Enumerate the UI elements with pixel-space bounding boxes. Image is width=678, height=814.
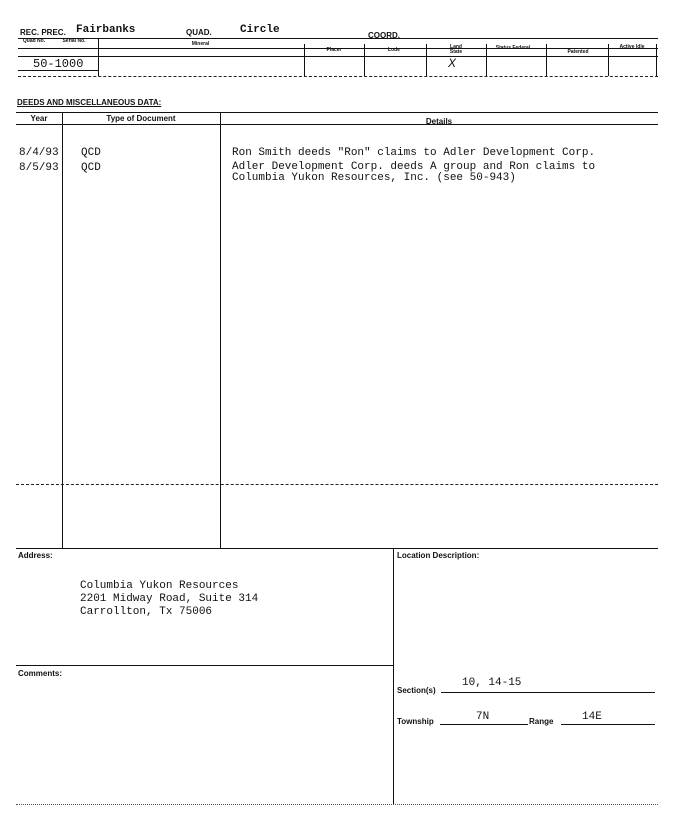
lode-label: Lode [388, 47, 400, 53]
footer-dotted-rule [16, 804, 658, 805]
quad-no-label: Quad No. [22, 38, 46, 44]
deeds-section-label: DEEDS AND MISCELLANEOUS DATA: [17, 98, 162, 107]
address-location-divider [393, 548, 394, 804]
township-value: 7N [476, 711, 490, 723]
placer-label: Placer [326, 47, 342, 53]
coord-label: COORD. [368, 31, 400, 40]
deeds-col-divider [220, 112, 221, 548]
deeds-table-top-rule [16, 112, 658, 113]
row-year: 8/4/93 [19, 147, 59, 159]
sections-value: 10, 14-15 [462, 677, 522, 689]
header-divider [304, 44, 305, 76]
header-divider [364, 44, 365, 76]
status-federal-label: Status Federal [495, 45, 531, 51]
serial-box-rule [18, 70, 98, 71]
address-label: Address: [18, 551, 53, 560]
header-row-rule [18, 56, 658, 57]
column-header-type: Type of Document [106, 114, 176, 123]
row-year: 8/5/93 [19, 162, 59, 174]
column-header-details: Details [425, 117, 453, 126]
rec-prec-value: Fairbanks [76, 24, 136, 36]
land-state-label: Land State [449, 44, 463, 55]
header-bottom-dashed-rule [18, 76, 658, 77]
column-header-year: Year [30, 114, 48, 123]
header-divider [98, 38, 99, 76]
patented-label: Patented [567, 49, 589, 55]
deeds-dashed-rule [16, 484, 658, 485]
range-value: 14E [582, 711, 602, 723]
active-idle-label: Active Idle [619, 44, 645, 50]
header-divider [608, 44, 609, 76]
comments-top-rule [16, 665, 393, 666]
address-line-3: Carrollton, Tx 75006 [80, 606, 213, 618]
land-state-check-mark: X [448, 56, 457, 70]
rec-prec-label: REC. PREC. [20, 28, 66, 37]
serial-no-label: Serial No. [62, 38, 86, 44]
comments-label: Comments: [18, 669, 63, 678]
row-details: Adler Development Corp. deeds A group and Ron claims to Columbia Yukon Resources, Inc. (see 50-943) [232, 161, 596, 184]
address-line-2: 2201 Midway Road, Suite 314 [80, 593, 259, 605]
header-divider [426, 44, 427, 76]
header-top-rule [18, 38, 658, 39]
row-details: Ron Smith deeds "Ron" claims to Adler Development Corp. [232, 147, 596, 159]
row-type: QCD [81, 162, 101, 174]
quad-label: QUAD. [186, 28, 212, 37]
mineral-label: Mineral [191, 41, 210, 47]
range-label: Range [529, 717, 554, 726]
serial-value: 50-1000 [33, 57, 84, 71]
sections-label: Section(s) [397, 686, 436, 695]
address-line-1: Columbia Yukon Resources [80, 580, 239, 592]
location-description-label: Location Description: [397, 551, 480, 560]
header-divider [656, 44, 657, 76]
range-underline [561, 724, 655, 725]
township-underline [440, 724, 528, 725]
row-type: QCD [81, 147, 101, 159]
township-label: Township [397, 717, 434, 726]
deeds-bottom-rule [16, 548, 658, 549]
sections-underline [441, 692, 655, 693]
deeds-col-divider [62, 112, 63, 548]
quad-value: Circle [240, 24, 280, 36]
header-divider [486, 44, 487, 76]
header-divider [546, 44, 547, 76]
